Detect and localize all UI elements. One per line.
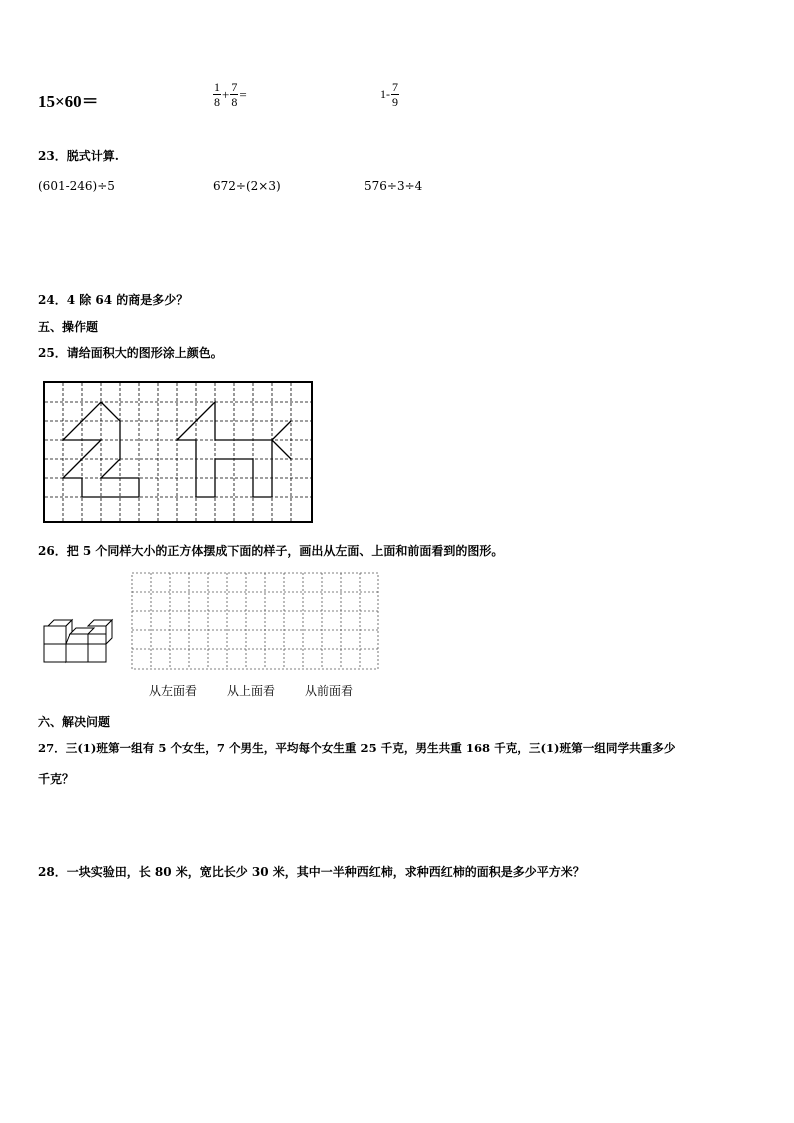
- section-5-title: 五、操作题: [38, 320, 99, 334]
- q26-text: 26．把 5 个同样大小的正方体摆成下面的样子，画出从左面、上面和前面看到的图形。: [38, 544, 504, 558]
- fraction-denominator: 8: [231, 95, 238, 109]
- q23-title: 23．脱式计算.: [38, 149, 119, 163]
- q25-text: 25．请给面积大的图形涂上颜色。: [38, 346, 223, 360]
- view-label-front: 从前面看: [305, 684, 354, 698]
- fraction-numerator: 7: [392, 80, 398, 94]
- fraction-numerator: 1: [214, 80, 220, 94]
- q28-text: 28．一块实验田，长 80 米，宽比长少 30 米，其中一半种西红柿，求种西红柿的面积是多少平方米？: [38, 865, 585, 879]
- shapes-grid-figure: [43, 381, 313, 523]
- fraction-denominator: 9: [392, 95, 398, 109]
- expr-prefix: 1-: [380, 87, 390, 101]
- q27-line-1: 27．三(1)班第一组有 5 个女生，7 个男生，平均每个女生重 25 千克，男生共重 168 千克，三(1)班第一组同学共重多少: [38, 741, 676, 755]
- fraction-7-9: [391, 80, 399, 109]
- q23-item-2: 672÷(2×3): [213, 179, 281, 193]
- equals-sign: =: [239, 86, 247, 102]
- calc-expr-3: [380, 80, 399, 109]
- q24-text: 24．4 除 64 的商是多少？: [38, 293, 189, 307]
- fraction-numerator: 7: [231, 80, 238, 94]
- view-answer-grid[interactable]: [131, 572, 379, 670]
- answer-grid-lines: [132, 573, 378, 669]
- q27-line-2: 千克？: [38, 772, 75, 786]
- fraction-denominator: 8: [214, 95, 220, 109]
- calc-expr-1: 15×60＝: [38, 92, 99, 111]
- q23-item-1: (601-246)÷5: [38, 179, 115, 193]
- view-label-top: 从上面看: [227, 684, 276, 698]
- fraction-7-8: [230, 80, 238, 109]
- calc-expr-2: [213, 80, 247, 109]
- view-label-left: 从左面看: [149, 684, 198, 698]
- fraction-1-8: [213, 80, 221, 109]
- cube-stack-figure: [42, 618, 114, 672]
- q23-item-3: 576÷3÷4: [364, 179, 423, 193]
- section-6-title: 六、解决问题: [38, 715, 111, 729]
- plus-sign: +: [222, 86, 230, 102]
- grid-lines: [45, 383, 311, 521]
